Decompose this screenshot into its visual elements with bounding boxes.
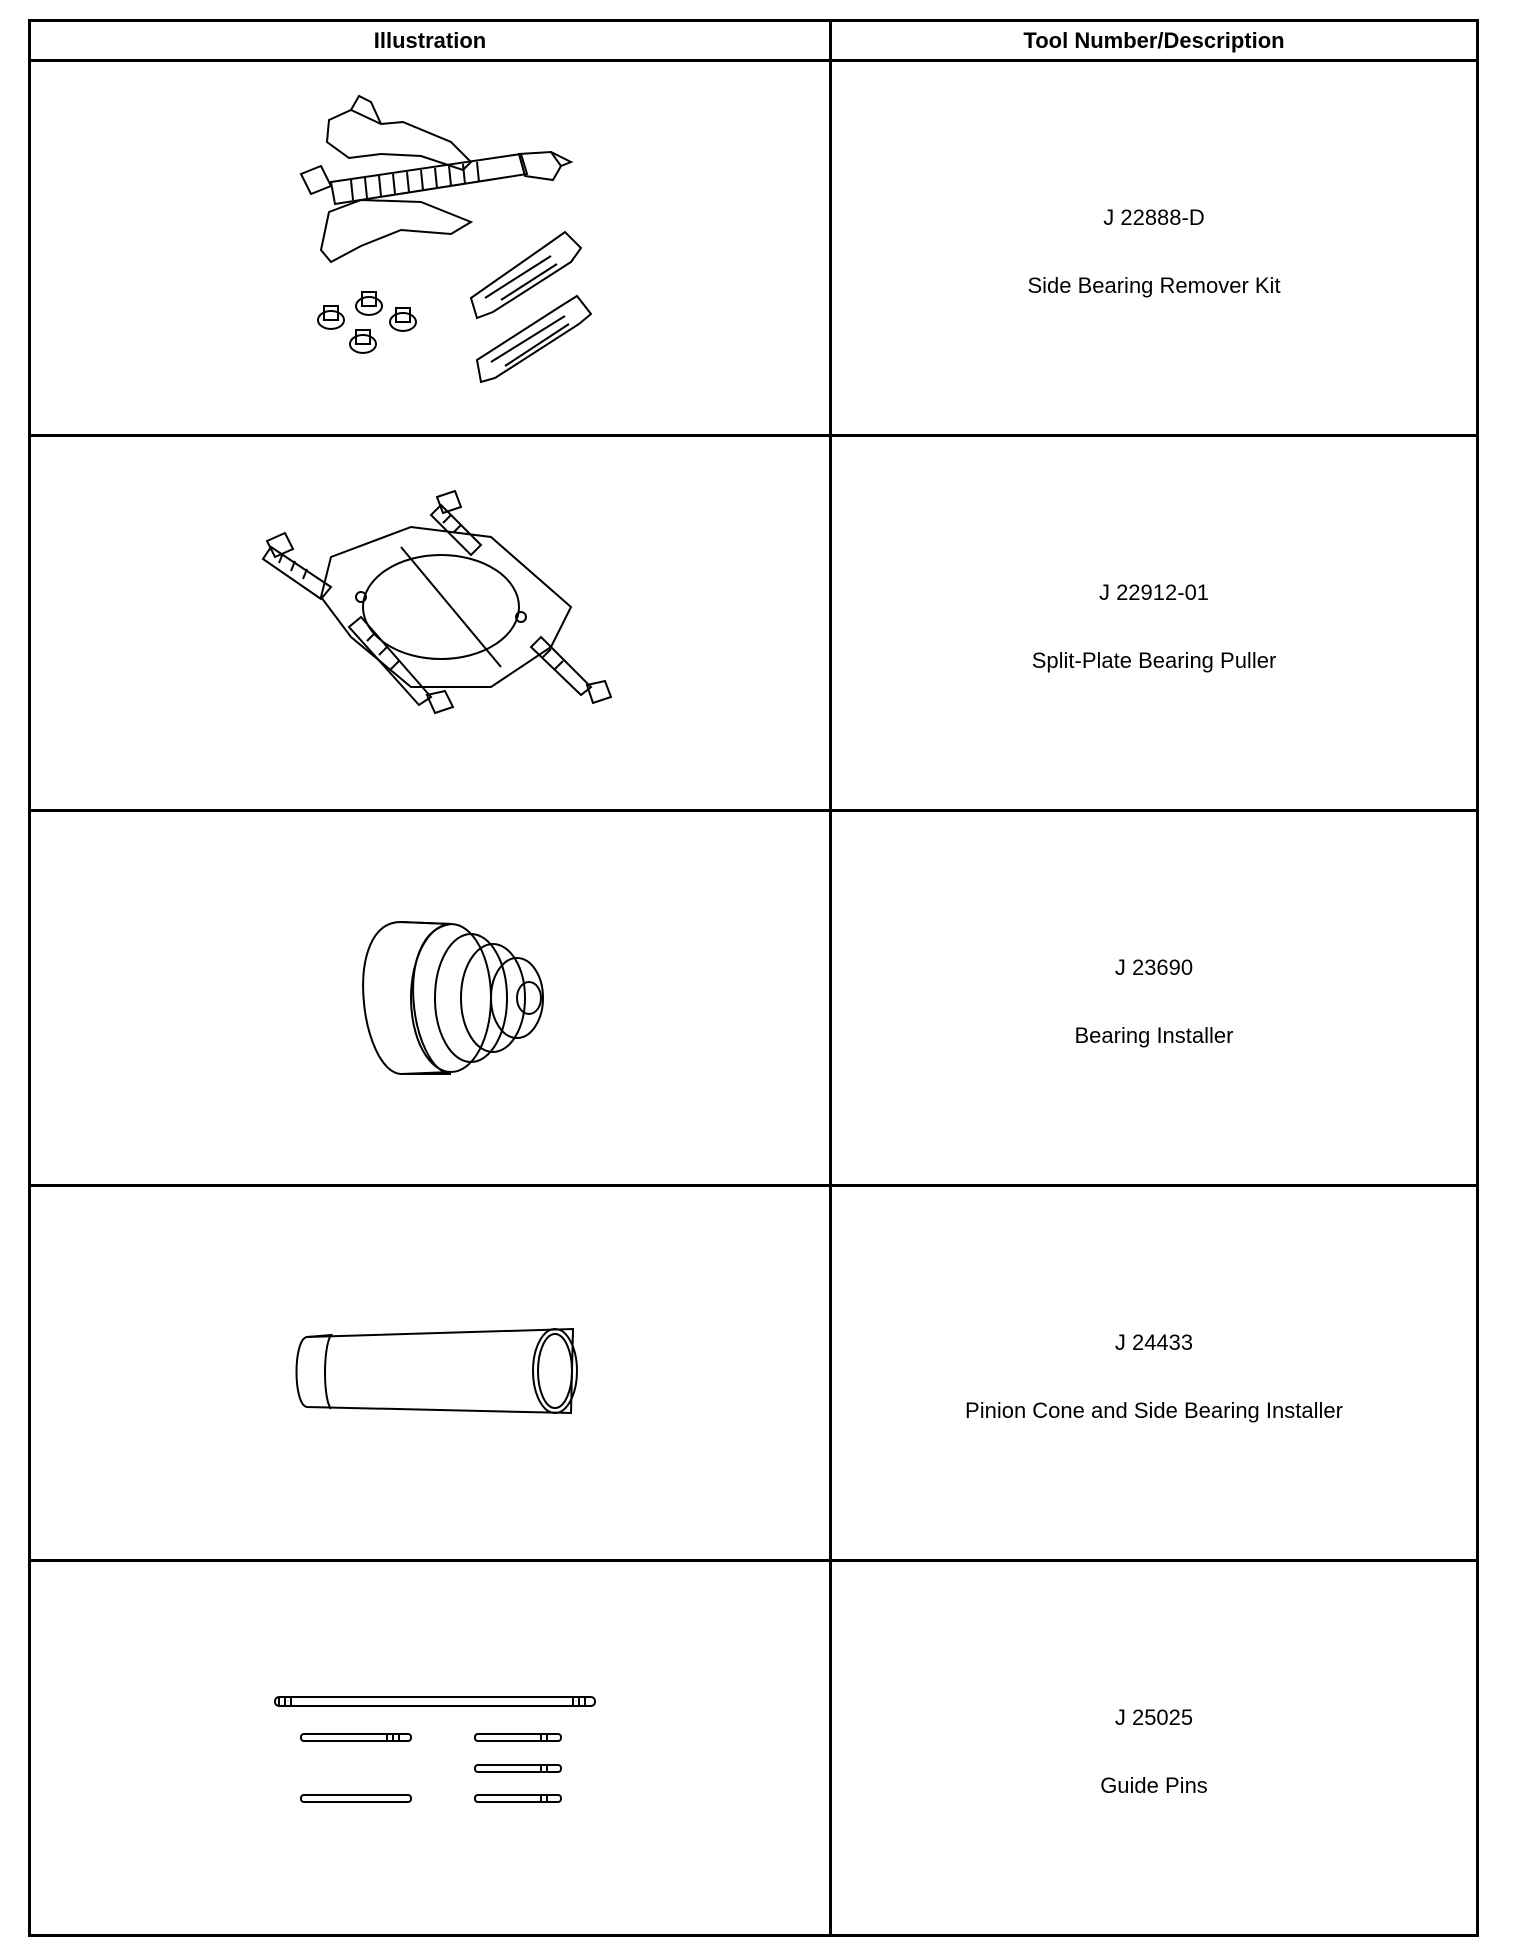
tool-info xyxy=(832,812,1476,1184)
table-row xyxy=(31,437,1476,812)
tool-number: J 24433 xyxy=(1114,1330,1194,1355)
pinion-cone-installer-icon xyxy=(31,1187,829,1559)
tool-info xyxy=(832,1562,1476,1934)
tool-description: Guide Pins xyxy=(1100,1773,1208,1798)
special-tools-table xyxy=(28,19,1479,1937)
table-header xyxy=(31,22,1476,62)
tool-description: Bearing Installer xyxy=(1074,1023,1234,1048)
tool-info xyxy=(832,437,1476,809)
tool-description: Split-Plate Bearing Puller xyxy=(1031,648,1277,673)
tool-description: Pinion Cone and Side Bearing Installer xyxy=(965,1398,1343,1423)
bearing-remover-kit-icon xyxy=(31,62,829,434)
tool-number: J 23690 xyxy=(1114,955,1194,980)
table-row xyxy=(31,812,1476,1187)
tool-number: J 25025 xyxy=(1114,1705,1194,1730)
table-row xyxy=(31,1187,1476,1562)
header-illustration: Illustration xyxy=(373,28,487,53)
tool-info xyxy=(832,62,1476,434)
table-row xyxy=(31,1562,1476,1934)
tool-number: J 22912-01 xyxy=(1098,580,1210,605)
tool-description: Side Bearing Remover Kit xyxy=(1027,273,1281,298)
bearing-installer-icon xyxy=(31,812,829,1184)
split-plate-puller-icon xyxy=(31,437,829,809)
tool-number: J 22888-D xyxy=(1103,205,1205,230)
tool-info xyxy=(832,1187,1476,1559)
guide-pins-icon xyxy=(31,1562,829,1934)
table-row xyxy=(31,62,1476,437)
header-tool-number-description: Tool Number/Description xyxy=(1023,28,1285,53)
